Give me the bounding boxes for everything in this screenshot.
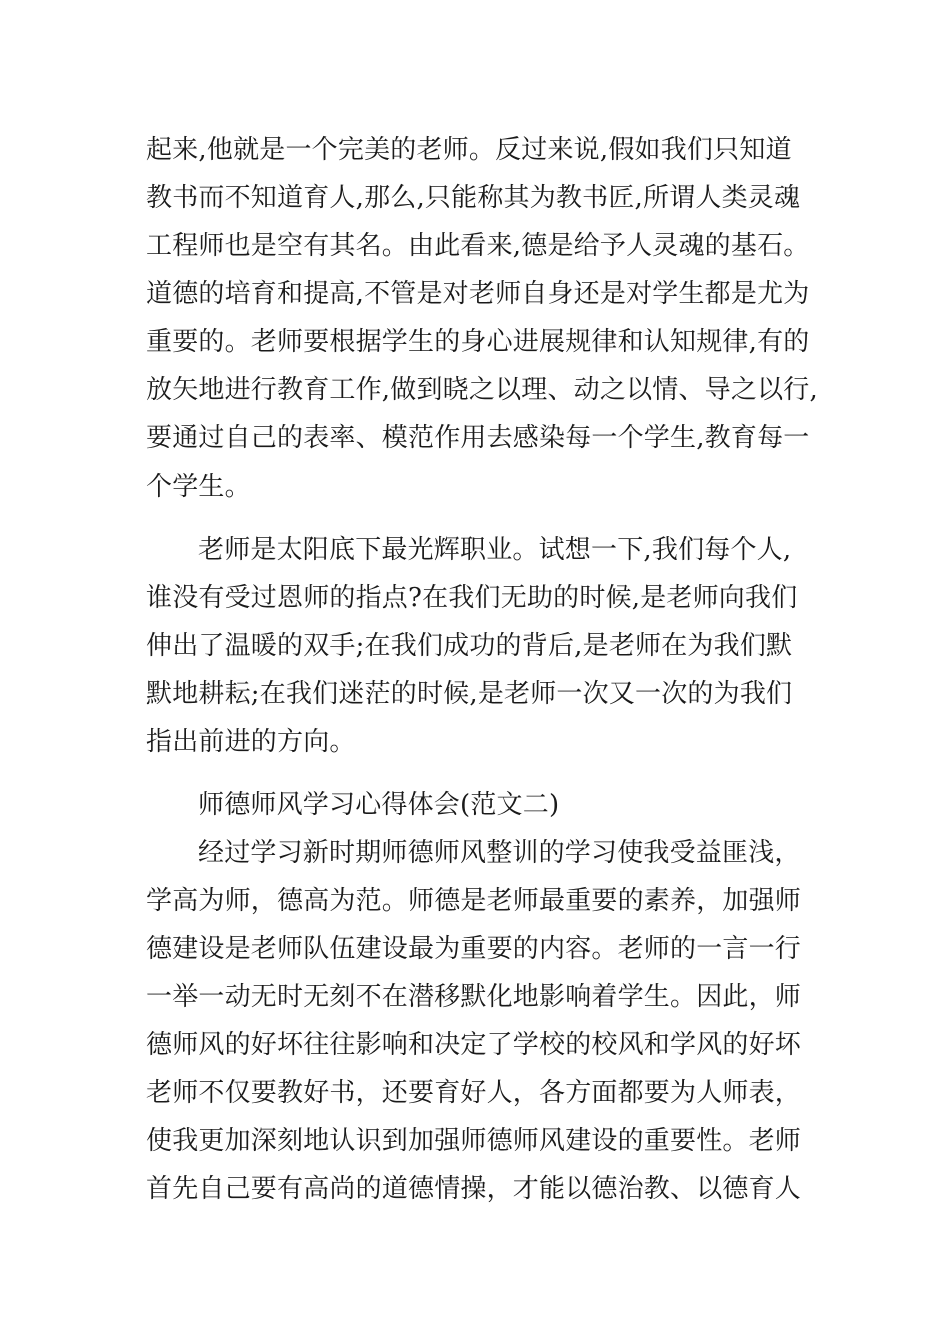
text-line: 一举一动无时无刻不在潜移默化地影响着学生。因此，师 [146, 982, 802, 1012]
text-line: 默地耕耘;在我们迷茫的时候,是老师一次又一次的为我们 [146, 679, 793, 709]
text-line: 道德的培育和提高,不管是对老师自身还是对学生都是尤为 [146, 279, 810, 309]
text-line: 伸出了温暖的双手;在我们成功的背后,是老师在为我们默 [146, 631, 793, 661]
text-line: 工程师也是空有其名。由此看来,德是给予人灵魂的基石。 [146, 231, 810, 261]
text-line: 德师风的好坏往往影响和决定了学校的校风和学风的好坏 [146, 1030, 802, 1060]
paragraph-first-line: 经过学习新时期师德师风整训的学习使我受益匪浅， [198, 838, 801, 868]
text-line: 使我更加深刻地认识到加强师德师风建设的重要性。老师 [146, 1126, 802, 1156]
text-line: 重要的。老师要根据学生的身心进展规律和认知规律,有的 [146, 327, 810, 357]
text-line: 学高为师，德高为范。师德是老师最重要的素养，加强师 [146, 886, 802, 916]
text-line: 德建设是老师队伍建设最为重要的内容。老师的一言一行 [146, 934, 802, 964]
paragraph-first-line: 老师是太阳底下最光辉职业。试想一下,我们每个人, [198, 535, 792, 565]
text-line: 首先自己要有高尚的道德情操，才能以德治教、以德育人 [146, 1174, 802, 1204]
text-line: 谁没有受过恩师的指点?在我们无助的时候,是老师向我们 [146, 583, 798, 613]
text-line: 起来,他就是一个完美的老师。反过来说,假如我们只知道 [146, 135, 792, 165]
text-line: 指出前进的方向。 [146, 727, 356, 757]
section-heading: 师德师风学习心得体会(范文二) [198, 790, 560, 820]
text-line: 教书而不知道育人,那么,只能称其为教书匠,所谓人类灵魂 [146, 183, 801, 213]
text-line: 放矢地进行教育工作,做到晓之以理、动之以情、导之以行, [146, 375, 818, 405]
text-line: 老师不仅要教好书，还要育好人，各方面都要为人师表， [146, 1078, 802, 1108]
text-line: 个学生。 [146, 472, 251, 502]
text-line: 要通过自己的表率、模范作用去感染每一个学生,教育每一 [146, 423, 810, 453]
